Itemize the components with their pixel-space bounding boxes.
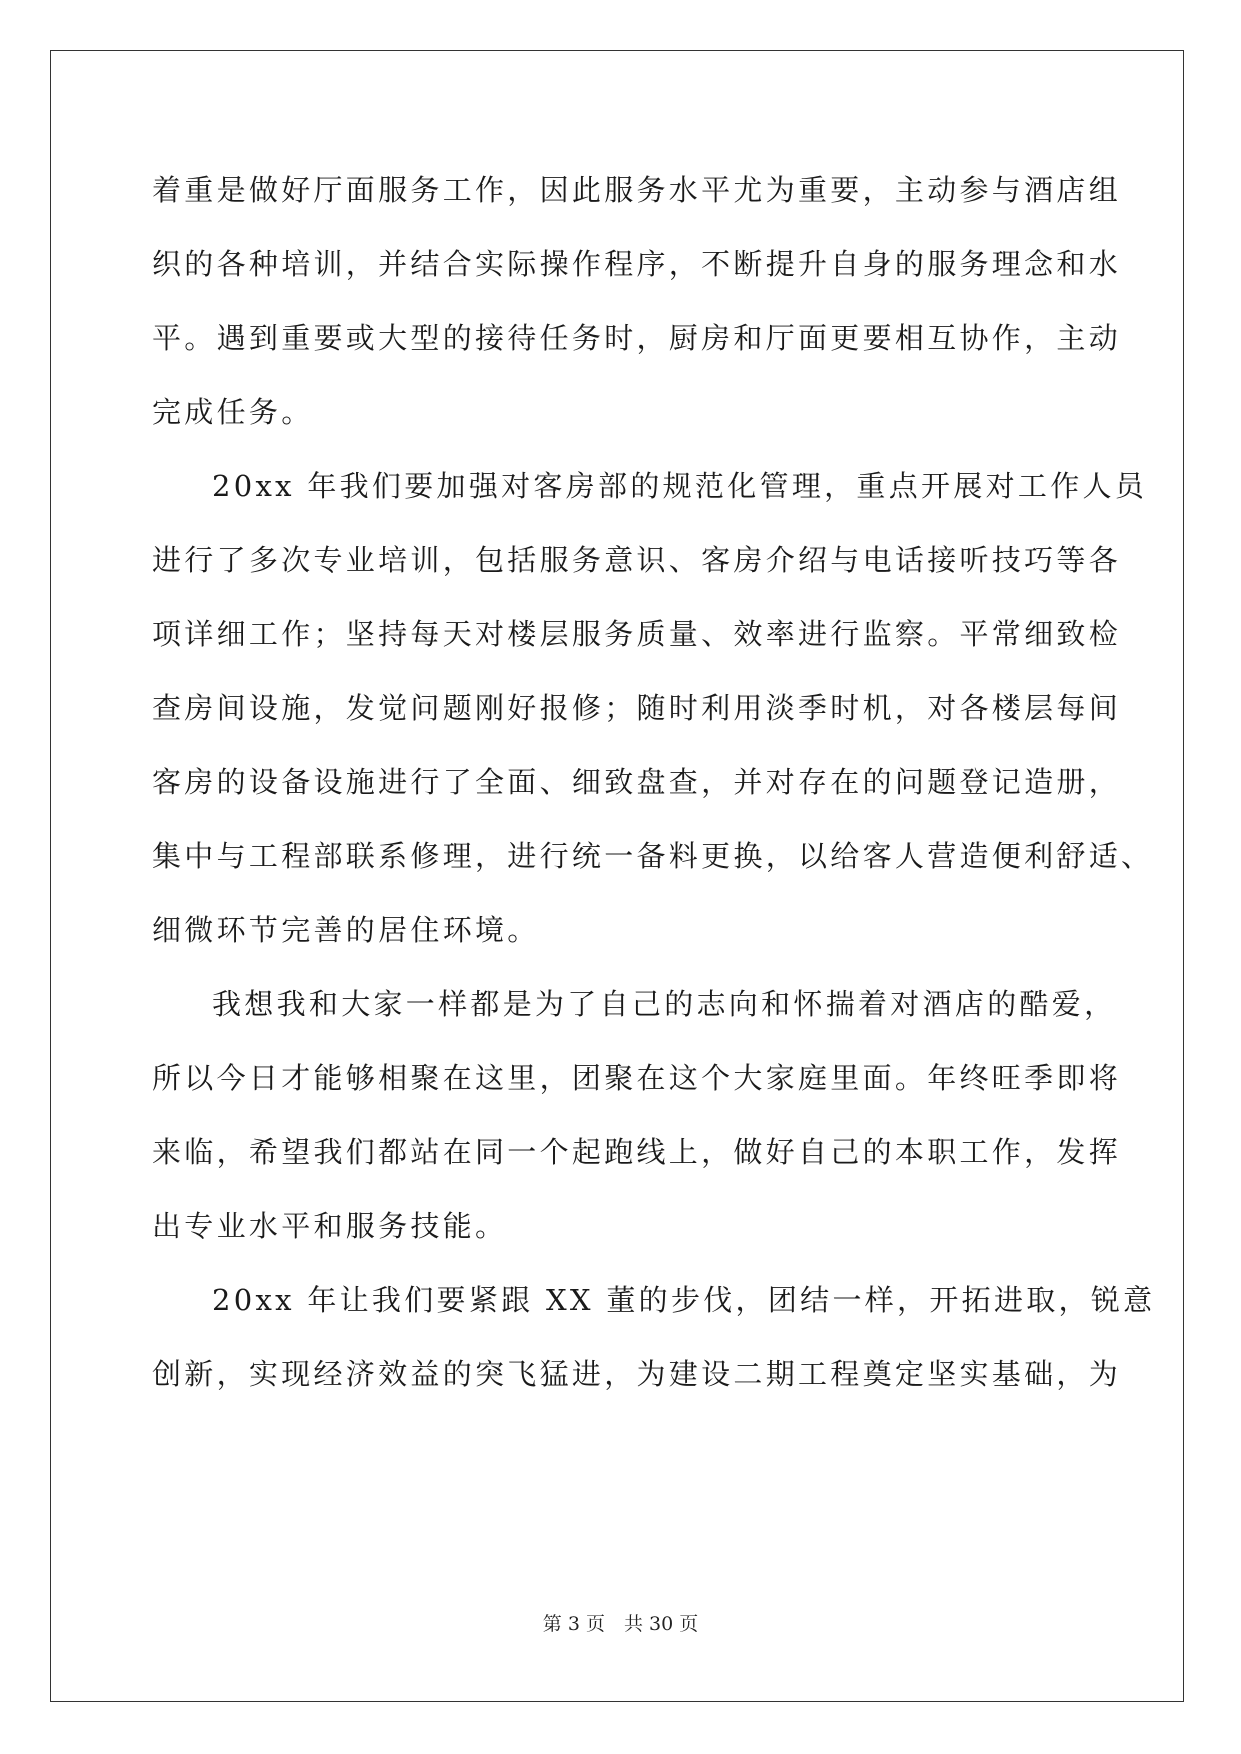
text-line: 所以今日才能够相聚在这里，团聚在这个大家庭里面。年终旺季即将: [152, 1061, 1122, 1095]
page-number-footer: 第 3 页 共 30 页: [542, 1613, 699, 1635]
text-line: 客房的设备设施进行了全面、细致盘查，并对存在的问题登记造册，: [152, 765, 1122, 799]
text-line: 着重是做好厅面服务工作，因此服务水平尤为重要，主动参与酒店组: [152, 173, 1122, 207]
text-line: 完成任务。: [152, 395, 314, 429]
paragraph-first-line: 20xx 年我们要加强对客房部的规范化管理，重点开展对工作人员: [212, 469, 1148, 503]
text-line: 集中与工程部联系修理，进行统一备料更换，以给客人营造便利舒适、: [152, 839, 1154, 873]
text-line: 织的各种培训，并结合实际操作程序，不断提升自身的服务理念和水: [152, 247, 1122, 281]
text-line: 进行了多次专业培训，包括服务意识、客房介绍与电话接听技巧等各: [152, 543, 1122, 577]
text-line: 项详细工作；坚持每天对楼层服务质量、效率进行监察。平常细致检: [152, 617, 1122, 651]
text-line: 查房间设施，发觉问题刚好报修；随时利用淡季时机，对各楼层每间: [152, 691, 1122, 725]
page-border: [50, 50, 1184, 1702]
text-line: 来临，希望我们都站在同一个起跑线上，做好自己的本职工作，发挥: [152, 1135, 1122, 1169]
text-line: 细微环节完善的居住环境。: [152, 913, 540, 947]
text-line: 创新，实现经济效益的突飞猛进，为建设二期工程奠定坚实基础，为: [152, 1357, 1122, 1391]
text-line: 出专业水平和服务技能。: [152, 1209, 508, 1243]
paragraph-first-line: 20xx 年让我们要紧跟 XX 董的步伐，团结一样，开拓进取，锐意: [212, 1283, 1156, 1317]
paragraph-first-line: 我想我和大家一样都是为了自己的志向和怀揣着对酒店的酷爱，: [212, 987, 1117, 1021]
text-line: 平。遇到重要或大型的接待任务时，厨房和厅面更要相互协作，主动: [152, 321, 1122, 355]
